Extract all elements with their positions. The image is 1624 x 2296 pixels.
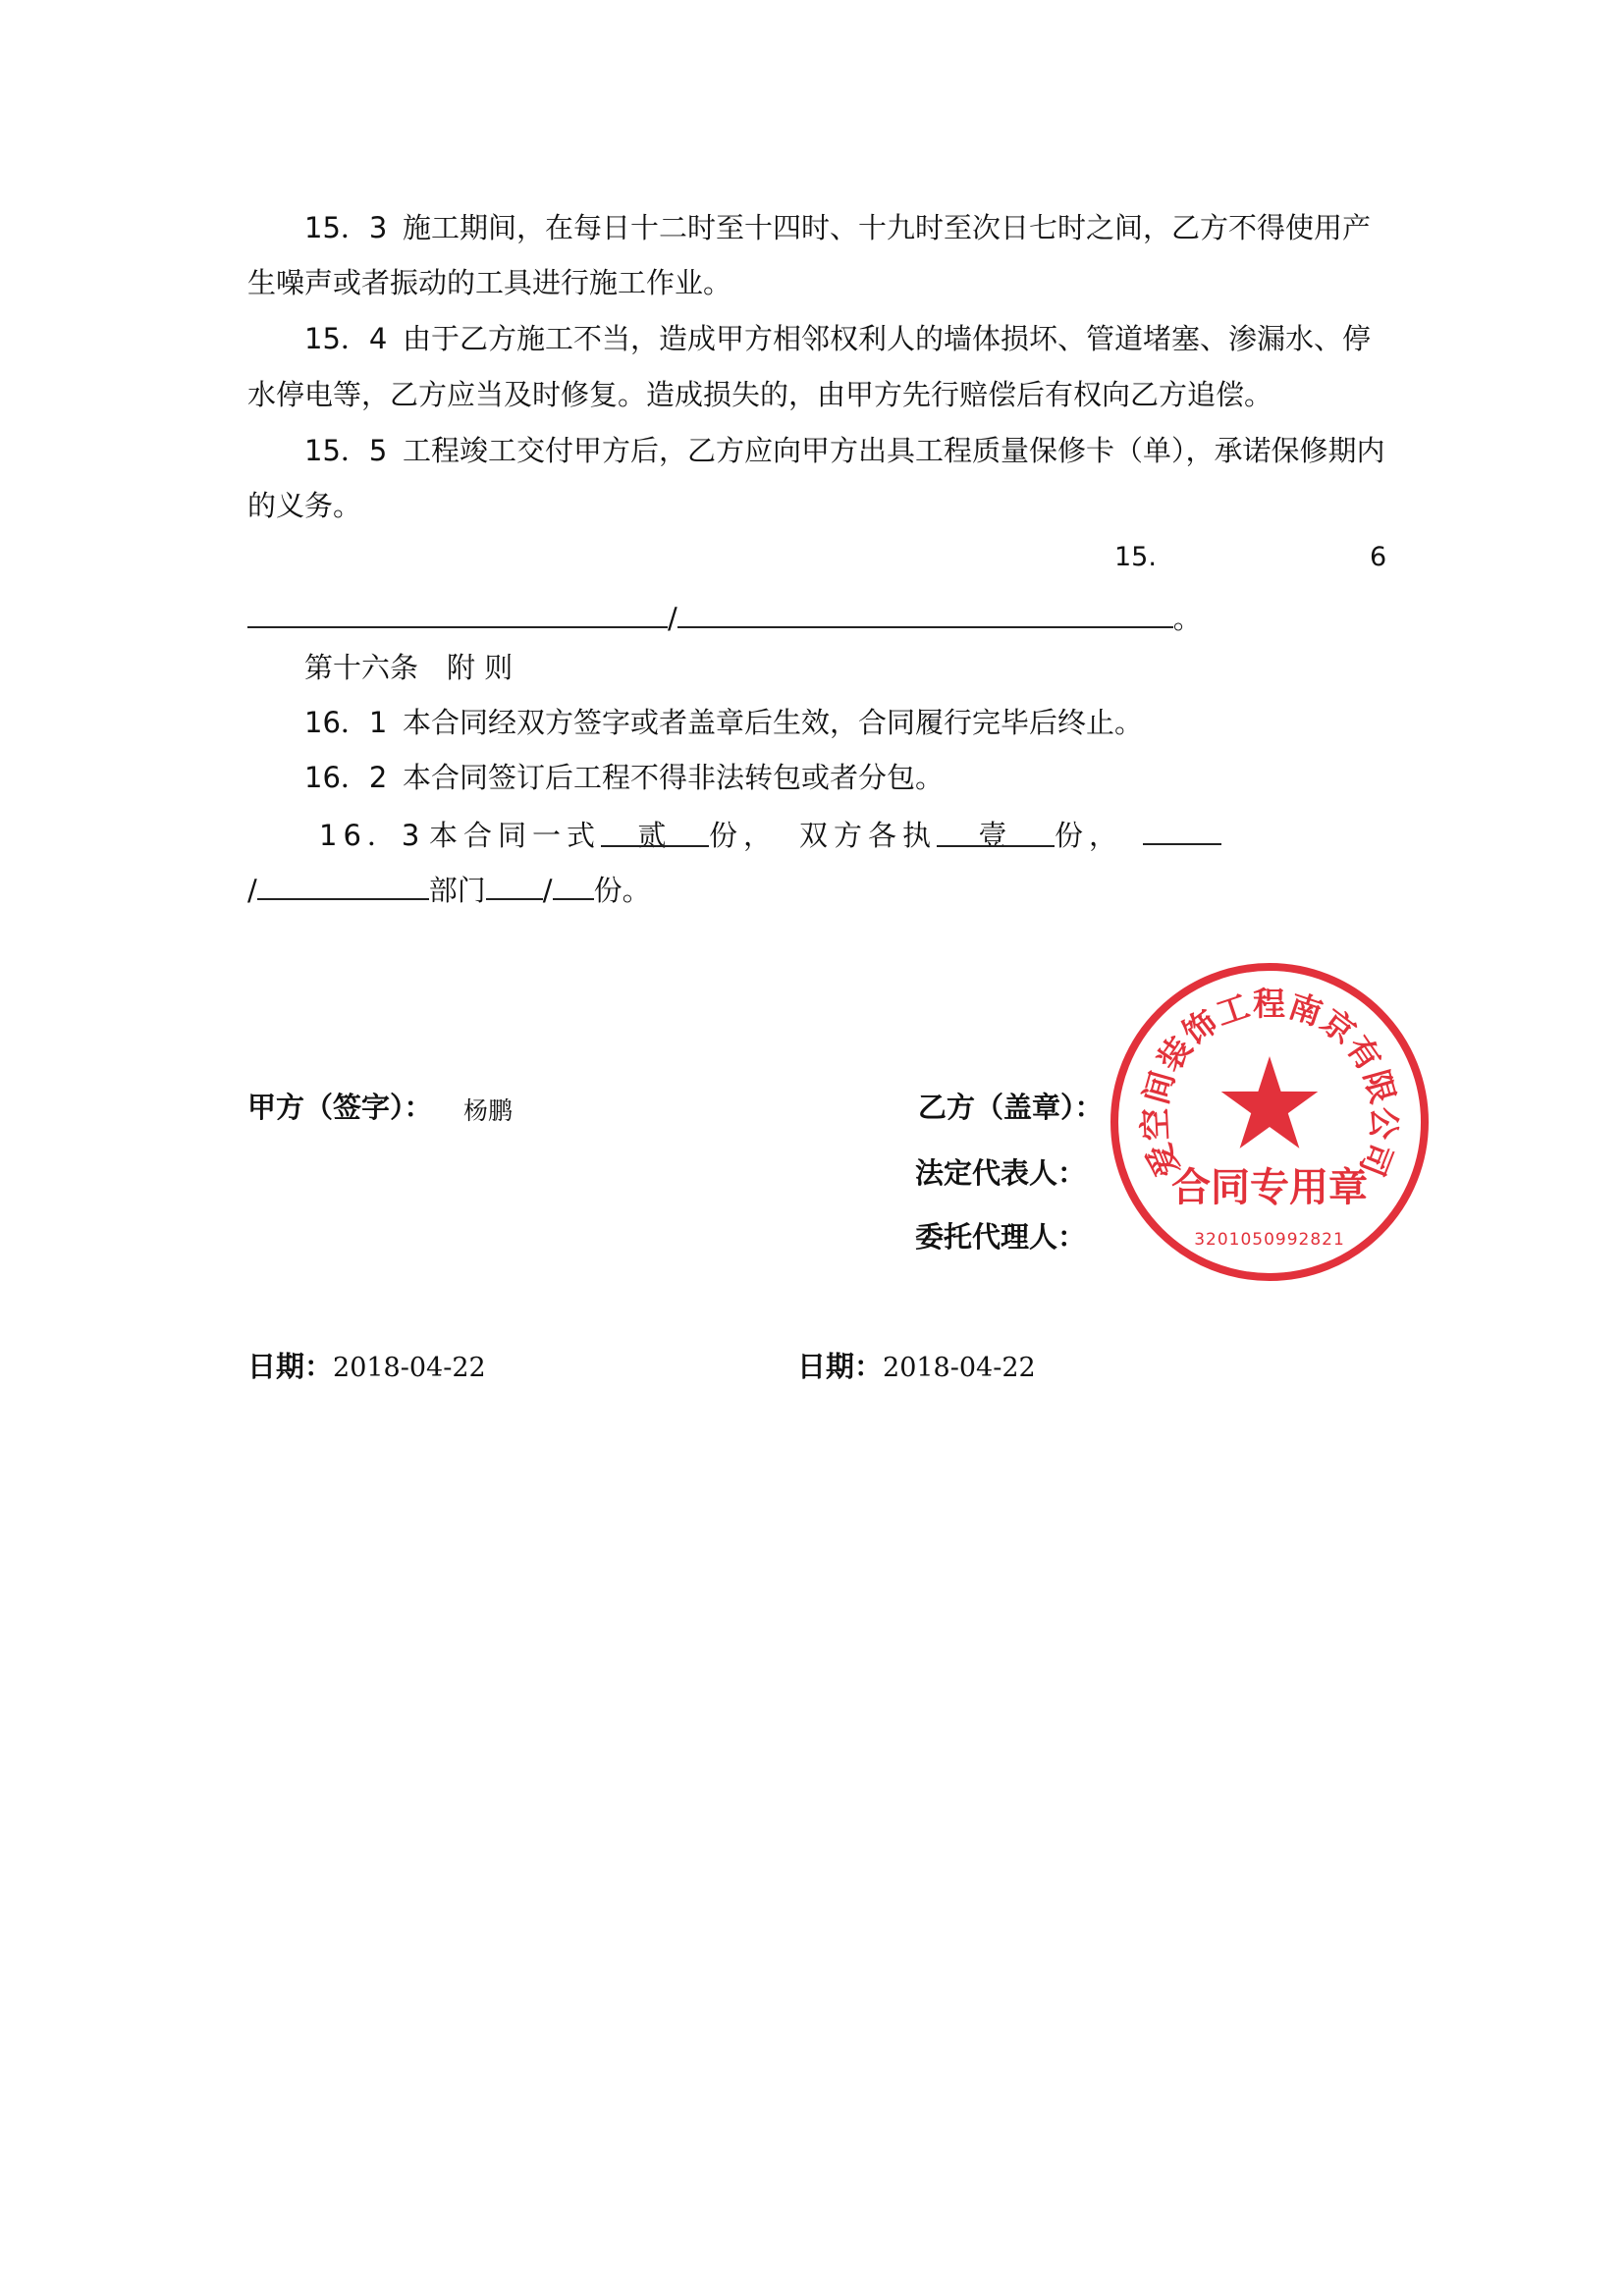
clause-15-6-blank-line [247,597,1386,638]
blank-field [553,869,594,900]
clause-15-6-number-b: 6 [1370,542,1387,572]
legal-representative-label: 法定代表人： [915,1156,1087,1190]
clause-16-1 [304,703,1386,742]
copies-total-field: 贰 [601,816,709,845]
party-a-signature: 杨鹏 [463,1096,514,1125]
line-end: 。 [1172,602,1202,635]
clause-15-3-line1 [304,208,1386,247]
clause-text: 由于乙方施工不当，造成甲方相邻权利人的墙体损坏、管道堵塞、渗漏水、停 [403,322,1372,355]
blank-field [1143,814,1221,845]
clause-text: 份。 [593,874,651,907]
clause-number: 15．5 [304,434,388,467]
clause-15-4-line1 [304,319,1386,358]
slash-separator: / [668,602,677,635]
star-icon [1221,1056,1319,1148]
dept-label: 部门 [428,874,486,907]
party-a-date [247,1347,486,1388]
authorized-agent-label: 委托代理人： [915,1220,1087,1254]
clause-text: 本合同经双方签字或者盖章后生效，合同履行完毕后终止。 [403,706,1144,739]
blank-field [247,597,668,628]
party-b-label: 乙方（盖章）： [918,1091,1104,1124]
clause-text: 施工期间，在每日十二时至十四时、十九时至次日七时之间，乙方不得使用产 [403,211,1372,244]
party-b-date [797,1347,1036,1388]
blank-field [486,869,543,900]
clause-number: 15．4 [304,322,388,355]
clause-15-5-line2: 的义务。 [247,489,362,522]
clause-text: 本合同一式 [429,819,602,852]
clause-text: 本合同签订后工程不得非法转包或者分包。 [403,761,945,794]
date-label: 日期： [797,1350,884,1383]
blank-field [677,597,1173,628]
clause-number: 16．3 [319,819,426,852]
clause-number: 16．1 [304,706,388,739]
clause-number: 16．2 [304,761,388,794]
clause-15-5-line1 [304,431,1386,470]
blank-field [257,869,429,900]
party-a-label: 甲方（签字）： [247,1091,433,1124]
seal-company-name: 爱空间装饰工程南京有限公司 [1135,984,1404,1183]
clause-text: 工程竣工交付甲方后，乙方应向甲方出具工程质量保修卡（单），承诺保修期内 [403,434,1385,467]
date-value: 2018-04-22 [333,1353,486,1383]
company-seal [1108,960,1432,1284]
clause-number: 15．3 [304,211,388,244]
article-16-title: 第十六条 附 则 [304,651,514,684]
clause-text: 双方各执 [799,819,938,852]
clause-16-3-line2 [247,869,1386,910]
clause-16-2 [304,758,1386,797]
date-value: 2018-04-22 [883,1353,1036,1383]
clause-text: 份， [1055,819,1124,852]
clause-15-4-line2: 水停电等，乙方应当及时修复。造成损失的，由甲方先行赔偿后有权向乙方追偿。 [247,378,1273,411]
seal-center-text: 合同专用章 [1171,1165,1368,1210]
clause-text: 份， [709,819,779,852]
copies-each-field: 壹 [937,816,1055,845]
slash-separator: / [542,874,553,907]
clause-15-6-number-a: 15. [1114,542,1157,572]
date-label: 日期： [247,1350,334,1383]
clause-15-3-line2: 生噪声或者振动的工具进行施工作业。 [247,266,732,299]
clause-16-3-line1 [319,814,1386,855]
slash-separator: / [247,874,257,907]
seal-code: 3201050992821 [1194,1230,1345,1250]
